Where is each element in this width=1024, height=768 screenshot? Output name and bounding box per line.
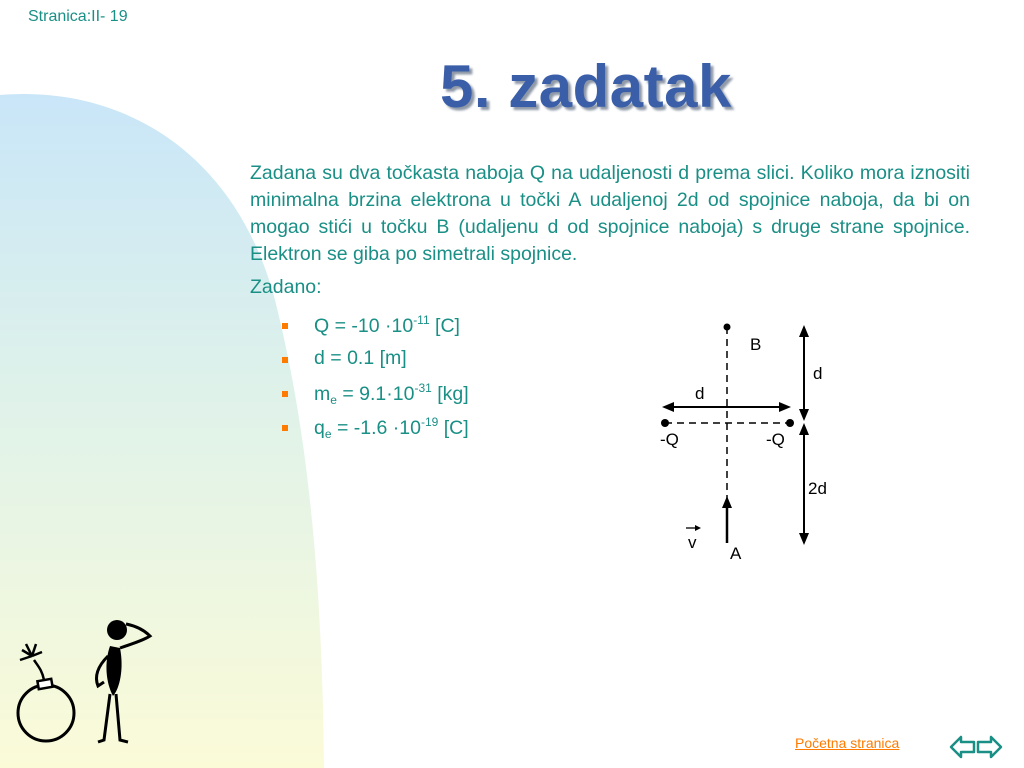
bullet-icon — [282, 357, 288, 363]
arrowhead-up-icon — [799, 325, 809, 337]
arrowhead-up-icon — [799, 423, 809, 435]
previous-slide-icon[interactable] — [951, 737, 974, 757]
page-title: 5. zadatak — [440, 53, 732, 120]
arrowhead-down-icon — [799, 533, 809, 545]
arrowhead-up-icon — [722, 496, 732, 508]
arrowhead-right-icon — [779, 402, 791, 412]
bullet-icon — [282, 425, 288, 431]
given-list — [282, 313, 469, 449]
point-a-label: A — [730, 544, 742, 563]
given-item-electron-mass: $m_e = 9.1\cdot 10^{-31}$ [kg] — [282, 381, 469, 415]
bullet-icon — [282, 391, 288, 397]
velocity-label: v — [688, 533, 697, 552]
cartoon-bomb-figure-icon — [12, 608, 162, 753]
given-item-distance: d = 0.1 [m] — [282, 347, 469, 381]
distance-d-vertical-label: d — [813, 364, 823, 383]
given-item-charge: $Q = -10 \cdot 10^{-11}$ [C] — [282, 313, 469, 347]
point-b-marker — [724, 324, 731, 331]
given-item-electron-charge: $q_e = -1.6 \cdot 10^{-19}$ [C] — [282, 415, 469, 449]
charge-left-label: -Q — [660, 430, 679, 449]
charge-right-label: -Q — [766, 430, 785, 449]
given-label: Zadano: — [250, 276, 322, 298]
charge-right-marker — [786, 419, 794, 427]
problem-statement: Zadana su dva točkasta naboja Q na udaljenosti d prema slici. Koliko mora iznositi minimalna brzina elektrona u točki A udaljenoj 2d od spojnice naboja, da bi on mogao stići u točku B (udaljenu d od spojnice naboja) s druge strane spojnice. Elektron se giba po simetrali spojnice. — [250, 162, 970, 265]
arrowhead-down-icon — [799, 409, 809, 421]
bullet-icon — [282, 323, 288, 329]
distance-d-horizontal-label: d — [695, 384, 705, 403]
distance-2d-label: 2d — [808, 479, 827, 498]
next-slide-icon[interactable] — [978, 737, 1001, 757]
charge-diagram — [650, 315, 840, 575]
charge-left-marker — [661, 419, 669, 427]
vector-arrowhead-icon — [695, 525, 701, 531]
nav-arrows — [948, 730, 1004, 764]
slide-number: Stranica:II- 19 — [28, 8, 128, 25]
arrowhead-left-icon — [662, 402, 674, 412]
home-page-link[interactable]: Početna stranica — [795, 735, 900, 751]
point-b-label: B — [750, 335, 762, 354]
